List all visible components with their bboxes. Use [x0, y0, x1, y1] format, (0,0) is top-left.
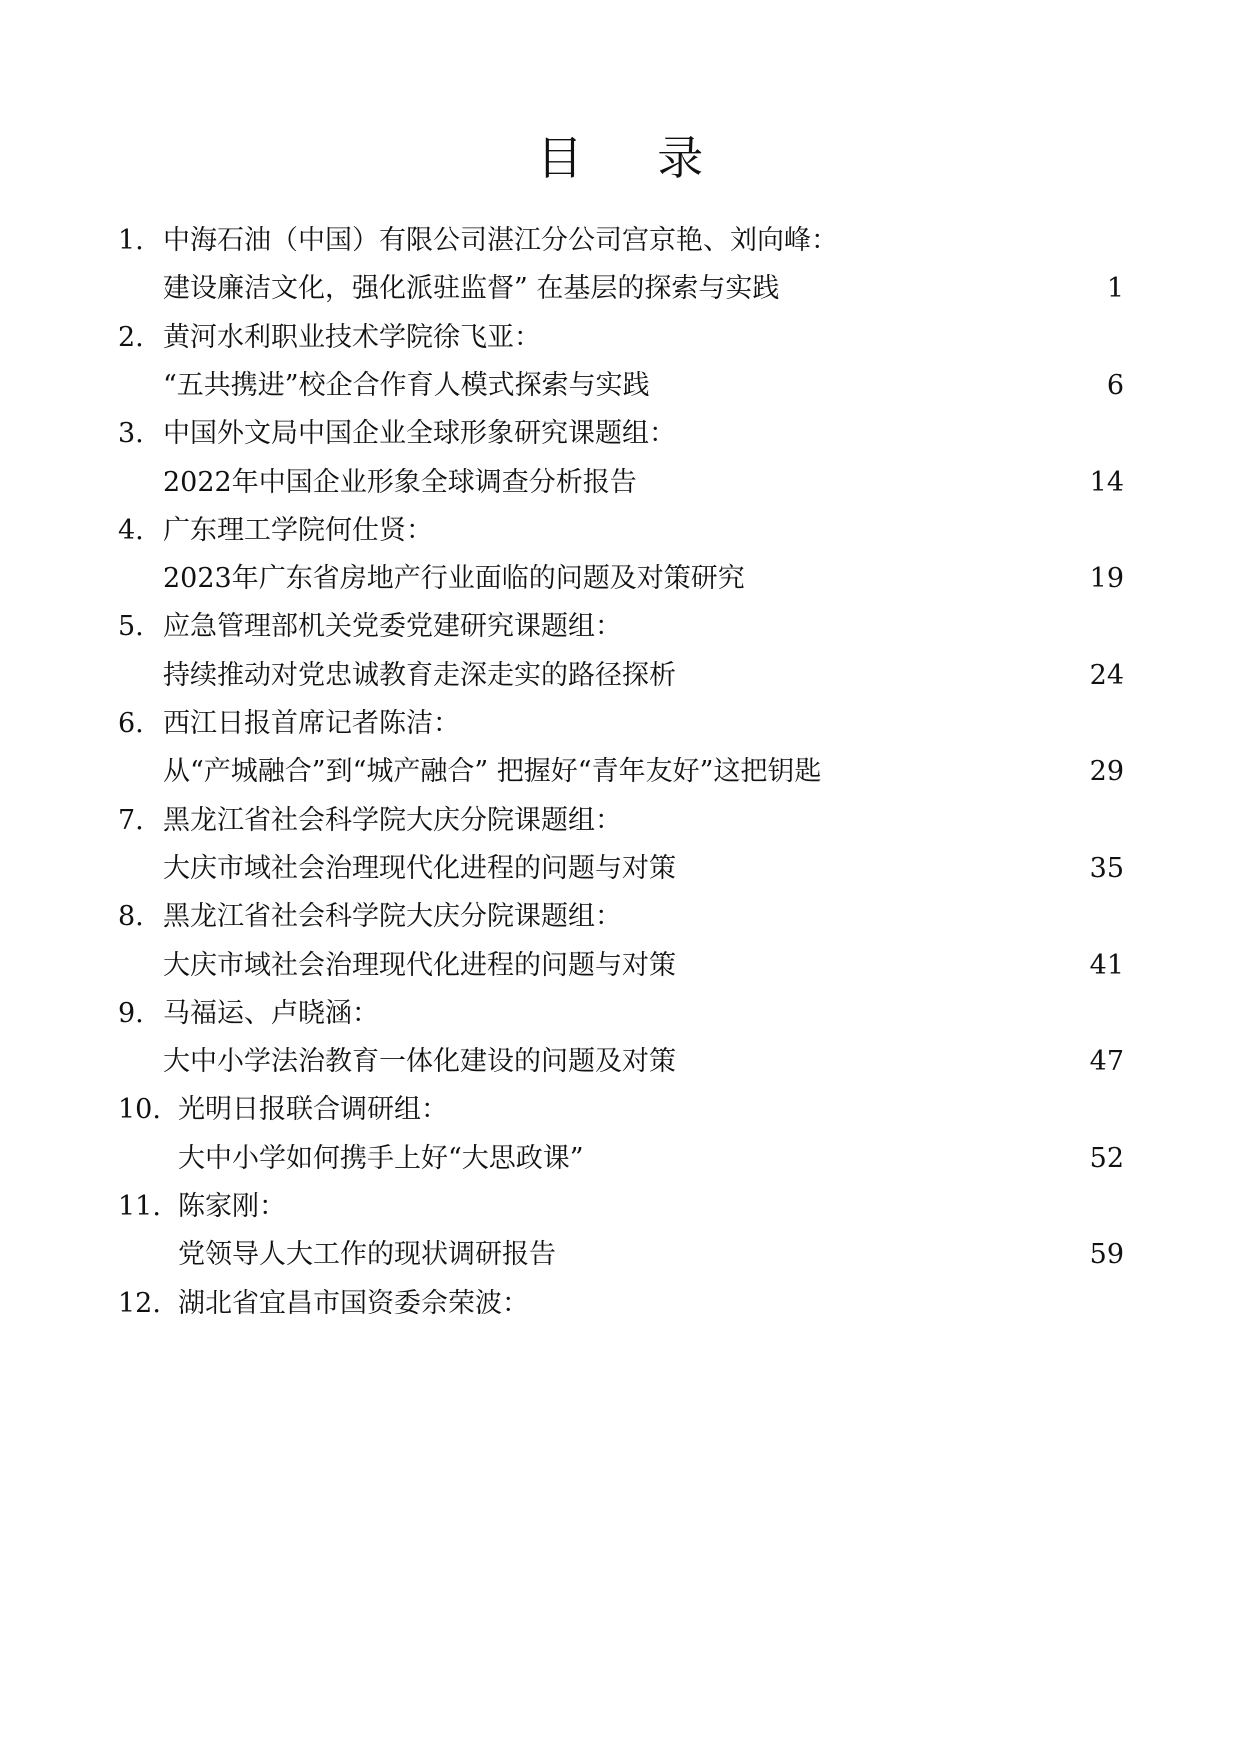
toc-entry-number: 7. [118, 805, 144, 836]
toc-entry-page-number: 14 [1089, 467, 1124, 498]
toc-entry-author-line [0, 990, 1240, 1038]
toc-entry-author-line [0, 410, 1240, 458]
toc-entry-author-line [0, 603, 1240, 651]
toc-entry-author: 光明日报联合调研组： [178, 1094, 448, 1125]
toc-entry-title-line [0, 459, 1240, 507]
toc-entry-author-line [0, 1183, 1240, 1231]
toc-entry-author: 应急管理部机关党委党建研究课题组： [163, 611, 622, 642]
toc-entry-title-line [0, 1231, 1240, 1279]
toc-entry-author-line [0, 1086, 1240, 1134]
toc-entry-title: 大中小学如何携手上好“大思政课” [178, 1143, 584, 1174]
toc-entry-number: 9. [118, 998, 144, 1029]
toc-entry-title: 大庆市域社会治理现代化进程的问题与对策 [163, 950, 676, 981]
toc-entry-title-line [0, 942, 1240, 990]
toc-entry-author-line [0, 797, 1240, 845]
toc-entry-author: 黑龙江省社会科学院大庆分院课题组： [163, 805, 622, 836]
toc-entry-page-number: 52 [1089, 1143, 1124, 1174]
toc-entry-number: 1. [118, 225, 144, 256]
toc-entry-number: 2. [118, 322, 144, 353]
toc-entry-title: 2023年广东省房地产行业面临的问题及对策研究 [163, 563, 745, 594]
toc-entry-author: 陈家刚： [178, 1191, 286, 1222]
toc-entry-author: 湖北省宜昌市国资委佘荣波： [178, 1288, 529, 1319]
toc-entry-page-number: 59 [1089, 1239, 1124, 1270]
toc-entry-number: 11. [118, 1191, 161, 1222]
toc-entry-author: 黄河水利职业技术学院徐飞亚： [163, 322, 541, 353]
toc-entry-author-line [0, 893, 1240, 941]
toc-entry-author: 中国外文局中国企业全球形象研究课题组： [163, 418, 676, 449]
toc-entry-page-number: 24 [1089, 660, 1124, 691]
toc-entry-title: 建设廉洁文化，强化派驻监督” 在基层的探索与实践 [163, 273, 780, 304]
toc-entry-title-line [0, 265, 1240, 313]
toc-entry-page-number: 19 [1089, 563, 1124, 594]
toc-entry-title: 从“产城融合”到“城产融合” 把握好“青年友好”这把钥匙 [163, 756, 822, 787]
toc-entry-number: 10. [118, 1094, 161, 1125]
toc-entry-title: 党领导人大工作的现状调研报告 [178, 1239, 556, 1270]
toc-entry-page-number: 6 [1106, 370, 1124, 401]
toc-entry-number: 3. [118, 418, 144, 449]
toc-entry-title: 持续推动对党忠诚教育走深走实的路径探析 [163, 660, 676, 691]
toc-entry-title: 大中小学法治教育一体化建设的问题及对策 [163, 1046, 676, 1077]
toc-entry-author: 中海石油（中国）有限公司湛江分公司宫京艳、刘向峰： [163, 225, 838, 256]
toc-entry-title-line [0, 652, 1240, 700]
toc-entry-number: 8. [118, 901, 144, 932]
toc-entry-number: 6. [118, 708, 144, 739]
toc-entry-title-line [0, 845, 1240, 893]
toc-entry-author-line [0, 700, 1240, 748]
toc-entry-title-line [0, 1135, 1240, 1183]
toc-entry-author: 黑龙江省社会科学院大庆分院课题组： [163, 901, 622, 932]
page-title: 目 录 [536, 131, 734, 185]
toc-entry-page-number: 35 [1089, 853, 1124, 884]
toc-entry-number: 4. [118, 515, 144, 546]
toc-entry-page-number: 47 [1089, 1046, 1124, 1077]
toc-entry-title-line [0, 1038, 1240, 1086]
toc-entry-author-line [0, 507, 1240, 555]
toc-entry-title: 2022年中国企业形象全球调查分析报告 [163, 467, 637, 498]
toc-entry-author: 西江日报首席记者陈洁： [163, 708, 460, 739]
toc-entry-title-line [0, 748, 1240, 796]
toc-entry-page-number: 41 [1089, 950, 1124, 981]
toc-entry-author: 广东理工学院何仕贤： [163, 515, 433, 546]
toc-entry-title: 大庆市域社会治理现代化进程的问题与对策 [163, 853, 676, 884]
toc-entry-title: “五共携进”校企合作育人模式探索与实践 [163, 370, 650, 401]
toc-entry-number: 5. [118, 611, 144, 642]
toc-entry-title-line [0, 555, 1240, 603]
toc-entry-page-number: 1 [1106, 273, 1124, 304]
toc-entry-author-line [0, 314, 1240, 362]
toc-entry-page-number: 29 [1089, 756, 1124, 787]
toc-entry-number: 12. [118, 1288, 161, 1319]
toc-entry-author-line [0, 217, 1240, 265]
toc-entry-author: 马福运、卢晓涵： [163, 998, 379, 1029]
toc-entry-title-line [0, 362, 1240, 410]
toc-entry-author-line [0, 1280, 1240, 1328]
